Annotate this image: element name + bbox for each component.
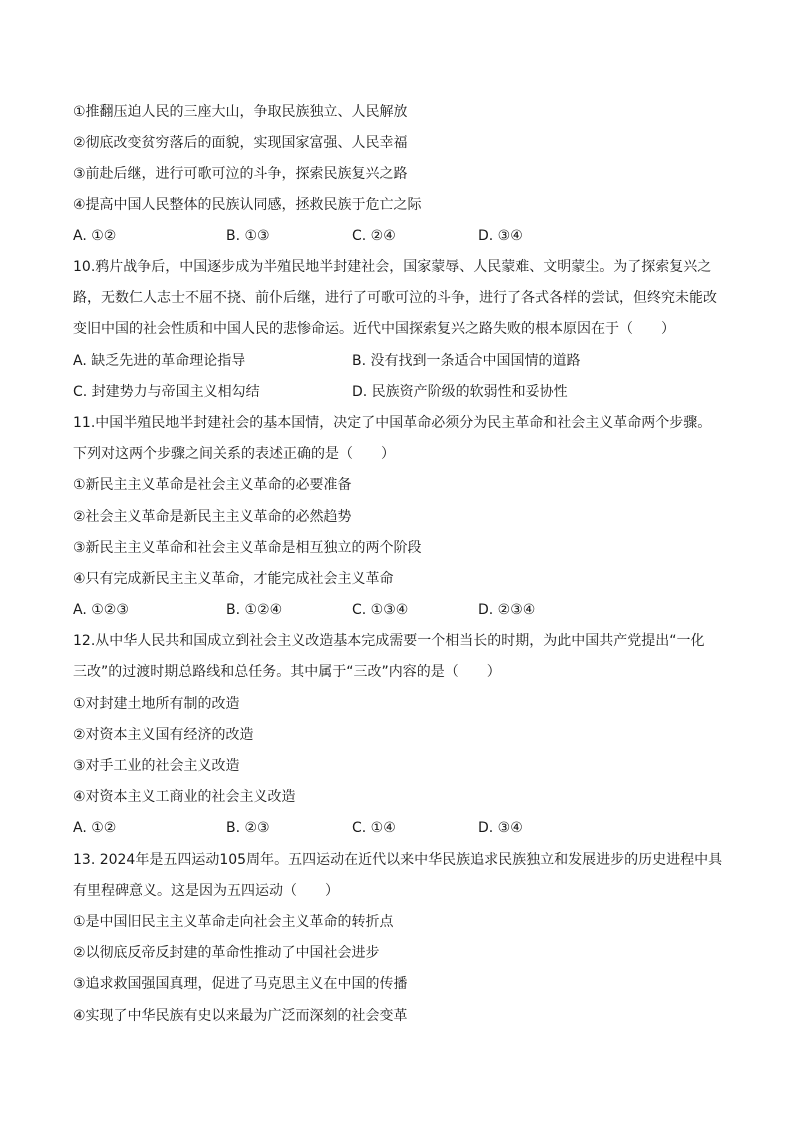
q13-item-4: ④实现了中华民族有史以来最为广泛而深刻的社会变革 [73, 1008, 408, 1024]
q13-item-2: ②以彻底反帝反封建的革命性推动了中国社会进步 [73, 945, 380, 961]
q10-option-a[interactable]: A. 缺乏先进的革命理论指导 [73, 353, 246, 369]
q12-stem-line-1: 12.从中华人民共和国成立到社会主义改造基本完成需要一个相当长的时期，为此中国共产党提出“一化 [73, 633, 705, 649]
q11-option-b[interactable]: B. ①②④ [226, 602, 283, 618]
q11-item-4: ④只有完成新民主主义革命，才能完成社会主义革命 [73, 571, 394, 587]
q9-option-a[interactable]: A. ①② [73, 228, 117, 244]
q9-options [73, 226, 733, 246]
q10-option-b[interactable]: B. 没有找到一条适合中国国情的道路 [352, 353, 581, 369]
q12-option-c[interactable]: C. ①④ [352, 820, 396, 836]
q9-option-d[interactable]: D. ③④ [478, 228, 523, 244]
q11-item-2: ②社会主义革命是新民主主义革命的必然趋势 [73, 509, 352, 525]
q9-item-2: ②彻底改变贫穷落后的面貌，实现国家富强、人民幸福 [73, 135, 408, 151]
q9-option-b[interactable]: B. ①③ [226, 228, 270, 244]
q11-option-d[interactable]: D. ②③④ [478, 602, 536, 618]
q10-stem-line-3: 变旧中国的社会性质和中国人民的悲惨命运。近代中国探索复兴之路失败的根本原因在于（ ） [73, 321, 675, 337]
q10-options-row-1 [73, 351, 733, 371]
q11-option-a[interactable]: A. ①②③ [73, 602, 129, 618]
q13-item-3: ③追求救国强国真理，促进了马克思主义在中国的传播 [73, 976, 408, 992]
q13-stem-line-1: 13. 2024年是五四运动105周年。五四运动在近代以来中华民族追求民族独立和发展进步的历史进程中具 [73, 852, 723, 868]
q10-stem-line-2: 路，无数仁人志士不屈不挠、前仆后继，进行了可歌可泣的斗争，进行了各式各样的尝试，但终究未能改 [73, 290, 717, 306]
q12-item-3: ③对手工业的社会主义改造 [73, 758, 240, 774]
q12-item-4: ④对资本主义工商业的社会主义改造 [73, 789, 296, 805]
q9-item-4: ④提高中国人民整体的民族认同感，拯救民族于危亡之际 [73, 197, 422, 213]
q9-item-3: ③前赴后继，进行可歌可泣的斗争，探索民族复兴之路 [73, 166, 408, 182]
q12-option-a[interactable]: A. ①② [73, 820, 117, 836]
q11-item-1: ①新民主主义革命是社会主义革命的必要准备 [73, 477, 352, 493]
q12-option-d[interactable]: D. ③④ [478, 820, 523, 836]
q13-stem-line-2: 有里程碑意义。这是因为五四运动（ ） [73, 883, 339, 899]
q11-stem-line-2: 下列对这两个步骤之间关系的表述正确的是（ ） [73, 446, 395, 462]
q13-item-1: ①是中国旧民主主义革命走向社会主义革命的转折点 [73, 914, 394, 930]
q11-options [73, 600, 733, 620]
q10-option-c[interactable]: C. 封建势力与帝国主义相勾结 [73, 384, 260, 400]
q11-option-c[interactable]: C. ①③④ [352, 602, 409, 618]
q12-options [73, 818, 733, 838]
q9-item-1: ①推翻压迫人民的三座大山，争取民族独立、人民解放 [73, 104, 408, 120]
q12-stem-line-2: 三改”的过渡时期总路线和总任务。其中属于“三改”内容的是（ ） [73, 664, 501, 680]
q10-option-d[interactable]: D. 民族资产阶级的软弱性和妥协性 [352, 384, 568, 400]
q11-stem-line-1: 11.中国半殖民地半封建社会的基本国情，决定了中国革命必须分为民主革命和社会主义革命两个步骤。 [73, 415, 712, 431]
q12-item-2: ②对资本主义国有经济的改造 [73, 727, 254, 743]
q10-stem-line-1: 10.鸦片战争后，中国逐步成为半殖民地半封建社会，国家蒙辱、人民蒙难、文明蒙尘。为了探索复兴之 [73, 259, 712, 275]
q12-option-b[interactable]: B. ②③ [226, 820, 270, 836]
q9-option-c[interactable]: C. ②④ [352, 228, 396, 244]
q12-item-1: ①对封建土地所有制的改造 [73, 696, 240, 712]
q10-options-row-2 [73, 382, 733, 402]
q11-item-3: ③新民主主义革命和社会主义革命是相互独立的两个阶段 [73, 540, 422, 556]
